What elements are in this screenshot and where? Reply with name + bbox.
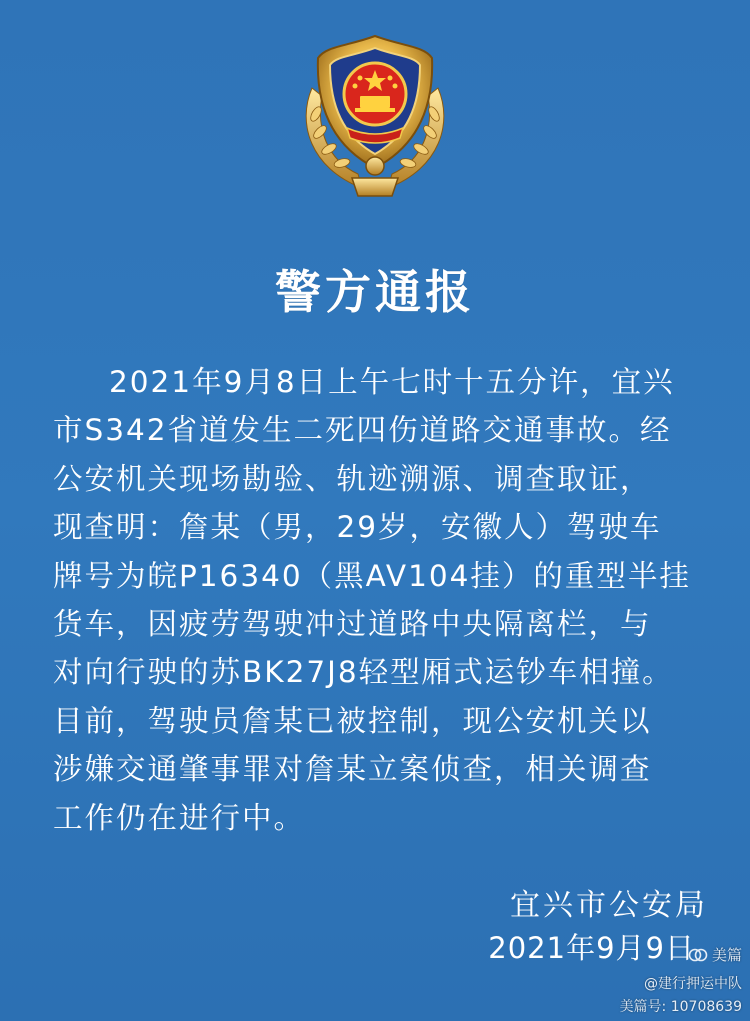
issue-date: 2021年9月9日 [488,931,695,965]
watermark-brand-label: 美篇 [711,946,742,964]
notice-line: 2021年9月8日上午七时十五分许，宜兴 [109,365,675,399]
page-title: 警方通报 [275,265,475,319]
notice-line: 涉嫌交通肇事罪对詹某立案侦查，相关调查 [53,752,652,787]
issuer-signature: 宜兴市公安局 [510,888,708,923]
police-emblem-icon [292,28,458,200]
notice-body [53,358,713,842]
notice-line: 市S342省道发生二死四伤道路交通事故。经 [53,413,672,448]
notice-line: 公安机关现场勘验、轨迹溯源、调查取证， [53,461,652,496]
notice-line: 工作仍在进行中。 [53,800,306,835]
watermark-author: @建行押运中队 [644,976,742,992]
meipian-logo-icon [688,948,708,962]
notice-line: 对向行驶的苏BK27J8轻型厢式运钞车相撞。 [53,655,674,690]
notice-line: 目前，驾驶员詹某已被控制，现公安机关以 [53,703,652,738]
notice-line: 现查明：詹某（男，29岁，安徽人）驾驶车 [53,510,662,545]
notice-line: 货车，因疲劳驾驶冲过道路中央隔离栏，与 [53,606,652,641]
notice-line: 牌号为皖P16340（黑AV104挂）的重型半挂 [53,558,691,593]
watermark-brand [688,944,742,965]
watermark-id: 美篇号: 10708639 [619,999,742,1015]
